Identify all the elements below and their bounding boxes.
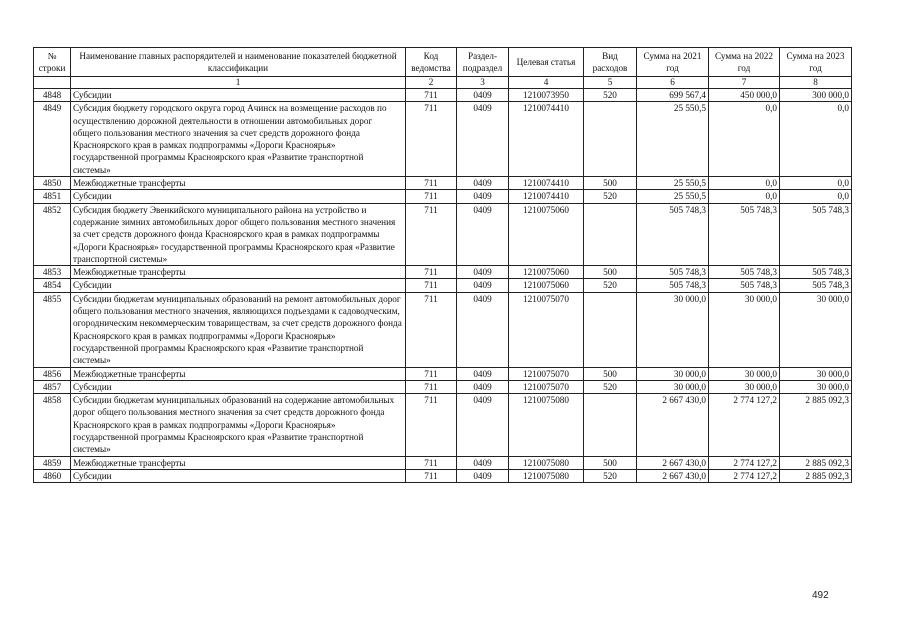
row-expense-type-cell xyxy=(584,292,637,367)
row-section-cell: 0409 xyxy=(457,394,509,456)
row-number-cell: 4851 xyxy=(34,190,71,203)
row-department-code-cell: 711 xyxy=(406,456,457,469)
table-row xyxy=(34,380,852,393)
row-sum-2021-cell: 2 667 430,0 xyxy=(637,394,709,456)
row-expense-type-cell xyxy=(584,394,637,456)
page-number: 492 xyxy=(812,590,829,601)
row-name-cell: Субсидии xyxy=(71,469,406,482)
row-sum-2021-cell: 30 000,0 xyxy=(637,380,709,393)
row-sum-2023-cell: 2 885 092,3 xyxy=(780,394,852,456)
header-sum-2021: Сумма на 2021 год xyxy=(637,48,709,77)
row-sum-2023-cell: 300 000,0 xyxy=(780,89,852,102)
row-expense-type-cell: 520 xyxy=(584,190,637,203)
row-number-cell: 4849 xyxy=(34,102,71,177)
row-sum-2021-cell: 505 748,3 xyxy=(637,266,709,279)
row-section-cell: 0409 xyxy=(457,102,509,177)
row-number-cell: 4856 xyxy=(34,367,71,380)
row-number-cell: 4859 xyxy=(34,456,71,469)
row-section-cell: 0409 xyxy=(457,266,509,279)
row-sum-2022-cell: 505 748,3 xyxy=(709,279,780,292)
row-sum-2022-cell: 30 000,0 xyxy=(709,367,780,380)
row-target-article-cell: 1210075080 xyxy=(509,394,584,456)
row-department-code-cell: 711 xyxy=(406,292,457,367)
header-number-cell: 3 xyxy=(457,77,509,89)
row-department-code-cell: 711 xyxy=(406,177,457,190)
row-expense-type-cell xyxy=(584,102,637,177)
header-number-cell: 4 xyxy=(509,77,584,89)
row-sum-2023-cell: 0,0 xyxy=(780,190,852,203)
header-number-cell: 5 xyxy=(584,77,637,89)
row-sum-2021-cell: 30 000,0 xyxy=(637,367,709,380)
row-name-cell: Межбюджетные трансферты xyxy=(71,177,406,190)
row-expense-type-cell: 520 xyxy=(584,279,637,292)
row-sum-2022-cell: 2 774 127,2 xyxy=(709,469,780,482)
row-sum-2022-cell: 450 000,0 xyxy=(709,89,780,102)
row-sum-2023-cell: 30 000,0 xyxy=(780,367,852,380)
row-section-cell: 0409 xyxy=(457,190,509,203)
row-sum-2021-cell: 25 550,5 xyxy=(637,102,709,177)
row-name-cell: Субсидии xyxy=(71,279,406,292)
row-sum-2023-cell: 505 748,3 xyxy=(780,279,852,292)
header-name: Наименование главных распорядителей и наименование показателей бюджетной классификации xyxy=(71,48,406,77)
row-sum-2022-cell: 2 774 127,2 xyxy=(709,394,780,456)
row-target-article-cell: 1210075080 xyxy=(509,469,584,482)
row-name-cell: Межбюджетные трансферты xyxy=(71,456,406,469)
header-target-article: Целевая статья xyxy=(509,48,584,77)
table-body xyxy=(34,89,852,483)
row-target-article-cell: 1210075070 xyxy=(509,292,584,367)
row-name-cell: Субсидии xyxy=(71,380,406,393)
row-sum-2022-cell: 0,0 xyxy=(709,177,780,190)
row-department-code-cell: 711 xyxy=(406,380,457,393)
row-number-cell: 4854 xyxy=(34,279,71,292)
row-sum-2022-cell: 505 748,3 xyxy=(709,266,780,279)
row-name-cell: Субсидия бюджету Эвенкийского муниципального района на устройство и содержание зимних автомобильных дорог общего пользования местного значения за счет средств дорожного фонда Красноярского края в рамках подпрограммы «Дороги Красноярья» государственной программы Красноярского края «Развитие транспортной системы» xyxy=(71,203,406,265)
row-name-cell: Межбюджетные трансферты xyxy=(71,367,406,380)
row-expense-type-cell: 520 xyxy=(584,89,637,102)
row-number-cell: 4850 xyxy=(34,177,71,190)
row-expense-type-cell: 500 xyxy=(584,177,637,190)
table-header xyxy=(34,48,852,89)
row-sum-2023-cell: 0,0 xyxy=(780,102,852,177)
row-sum-2021-cell: 505 748,3 xyxy=(637,279,709,292)
row-target-article-cell: 1210075060 xyxy=(509,266,584,279)
row-number-cell: 4858 xyxy=(34,394,71,456)
row-number-cell: 4853 xyxy=(34,266,71,279)
table-row xyxy=(34,279,852,292)
row-sum-2023-cell: 505 748,3 xyxy=(780,203,852,265)
row-sum-2022-cell: 0,0 xyxy=(709,190,780,203)
row-sum-2022-cell: 505 748,3 xyxy=(709,203,780,265)
row-department-code-cell: 711 xyxy=(406,266,457,279)
budget-table-sheet xyxy=(33,47,852,483)
row-target-article-cell: 1210074410 xyxy=(509,177,584,190)
row-section-cell: 0409 xyxy=(457,380,509,393)
row-name-cell: Субсидии xyxy=(71,190,406,203)
table-row xyxy=(34,367,852,380)
row-expense-type-cell: 520 xyxy=(584,469,637,482)
row-expense-type-cell: 500 xyxy=(584,266,637,279)
row-expense-type-cell: 500 xyxy=(584,367,637,380)
row-sum-2022-cell: 0,0 xyxy=(709,102,780,177)
row-name-cell: Субсидии бюджетам муниципальных образований на ремонт автомобильных дорог общего пользования местного значения, являющихся подъездами к садоводческим, огородническим некоммерческим товариществам, за счет средств дорожного фонда Красноярского края в рамках подпрограммы «Дороги Красноярья» государственной программы Красноярского края «Развитие транспортной системы» xyxy=(71,292,406,367)
row-sum-2021-cell: 30 000,0 xyxy=(637,292,709,367)
row-name-cell: Субсидии xyxy=(71,89,406,102)
row-target-article-cell: 1210075080 xyxy=(509,456,584,469)
header-row-number: № строки xyxy=(34,48,71,77)
row-target-article-cell: 1210074410 xyxy=(509,190,584,203)
row-name-cell: Межбюджетные трансферты xyxy=(71,266,406,279)
header-number-cell: 8 xyxy=(780,77,852,89)
row-name-cell: Субсидии бюджетам муниципальных образований на содержание автомобильных дорог общего пользования местного значения за счет средств дорожного фонда Красноярского края в рамках подпрограммы «Дороги Красноярья» государственной программы Красноярского края «Развитие транспортной системы» xyxy=(71,394,406,456)
header-section: Раздел-подраздел xyxy=(457,48,509,77)
row-target-article-cell: 1210075070 xyxy=(509,380,584,393)
row-department-code-cell: 711 xyxy=(406,394,457,456)
table-row xyxy=(34,394,852,456)
row-sum-2021-cell: 2 667 430,0 xyxy=(637,469,709,482)
row-section-cell: 0409 xyxy=(457,456,509,469)
table-row xyxy=(34,292,852,367)
row-section-cell: 0409 xyxy=(457,89,509,102)
row-sum-2022-cell: 30 000,0 xyxy=(709,380,780,393)
row-sum-2023-cell: 2 885 092,3 xyxy=(780,456,852,469)
row-target-article-cell: 1210075070 xyxy=(509,367,584,380)
table-row xyxy=(34,266,852,279)
row-number-cell: 4855 xyxy=(34,292,71,367)
row-number-cell: 4857 xyxy=(34,380,71,393)
row-sum-2021-cell: 699 567,4 xyxy=(637,89,709,102)
table-row xyxy=(34,190,852,203)
row-number-cell: 4860 xyxy=(34,469,71,482)
row-target-article-cell: 1210074410 xyxy=(509,102,584,177)
row-sum-2021-cell: 25 550,5 xyxy=(637,190,709,203)
row-department-code-cell: 711 xyxy=(406,190,457,203)
row-sum-2023-cell: 505 748,3 xyxy=(780,266,852,279)
row-department-code-cell: 711 xyxy=(406,89,457,102)
row-target-article-cell: 1210073950 xyxy=(509,89,584,102)
row-target-article-cell: 1210075060 xyxy=(509,203,584,265)
table-row xyxy=(34,469,852,482)
row-name-cell: Субсидия бюджету городского округа город Ачинск на возмещение расходов по осуществлению дорожной деятельности в отношении автомобильных дорог общего пользования местного значения за счет средств дорожного фонда Красноярского края в рамках подпрограммы «Дороги Красноярья» государственной программы Красноярского края «Развитие транспортной системы» xyxy=(71,102,406,177)
row-expense-type-cell: 520 xyxy=(584,380,637,393)
row-sum-2023-cell: 30 000,0 xyxy=(780,292,852,367)
header-sum-2023: Сумма на 2023 год xyxy=(780,48,852,77)
header-number-cell: 1 xyxy=(71,77,406,89)
header-number-cell: 2 xyxy=(406,77,457,89)
row-section-cell: 0409 xyxy=(457,279,509,292)
table-row xyxy=(34,456,852,469)
row-sum-2023-cell: 0,0 xyxy=(780,177,852,190)
row-section-cell: 0409 xyxy=(457,177,509,190)
table-row xyxy=(34,177,852,190)
row-sum-2022-cell: 30 000,0 xyxy=(709,292,780,367)
row-sum-2023-cell: 2 885 092,3 xyxy=(780,469,852,482)
header-department-code: Код ведомства xyxy=(406,48,457,77)
row-department-code-cell: 711 xyxy=(406,367,457,380)
table-row xyxy=(34,89,852,102)
row-sum-2021-cell: 25 550,5 xyxy=(637,177,709,190)
table-row xyxy=(34,203,852,265)
row-expense-type-cell: 500 xyxy=(584,456,637,469)
row-expense-type-cell xyxy=(584,203,637,265)
table-row xyxy=(34,102,852,177)
row-section-cell: 0409 xyxy=(457,367,509,380)
header-number-cell: 7 xyxy=(709,77,780,89)
header-number-cell xyxy=(34,77,71,89)
row-sum-2021-cell: 505 748,3 xyxy=(637,203,709,265)
row-department-code-cell: 711 xyxy=(406,102,457,177)
header-number-cell: 6 xyxy=(637,77,709,89)
row-sum-2021-cell: 2 667 430,0 xyxy=(637,456,709,469)
row-sum-2022-cell: 2 774 127,2 xyxy=(709,456,780,469)
header-sum-2022: Сумма на 2022 год xyxy=(709,48,780,77)
row-department-code-cell: 711 xyxy=(406,279,457,292)
row-sum-2023-cell: 30 000,0 xyxy=(780,380,852,393)
header-numbering-row xyxy=(34,77,852,89)
row-section-cell: 0409 xyxy=(457,292,509,367)
row-target-article-cell: 1210075060 xyxy=(509,279,584,292)
row-number-cell: 4848 xyxy=(34,89,71,102)
row-department-code-cell: 711 xyxy=(406,203,457,265)
header-expense-type: Вид расходов xyxy=(584,48,637,77)
budget-table xyxy=(33,47,852,483)
row-number-cell: 4852 xyxy=(34,203,71,265)
row-department-code-cell: 711 xyxy=(406,469,457,482)
row-section-cell: 0409 xyxy=(457,203,509,265)
row-section-cell: 0409 xyxy=(457,469,509,482)
